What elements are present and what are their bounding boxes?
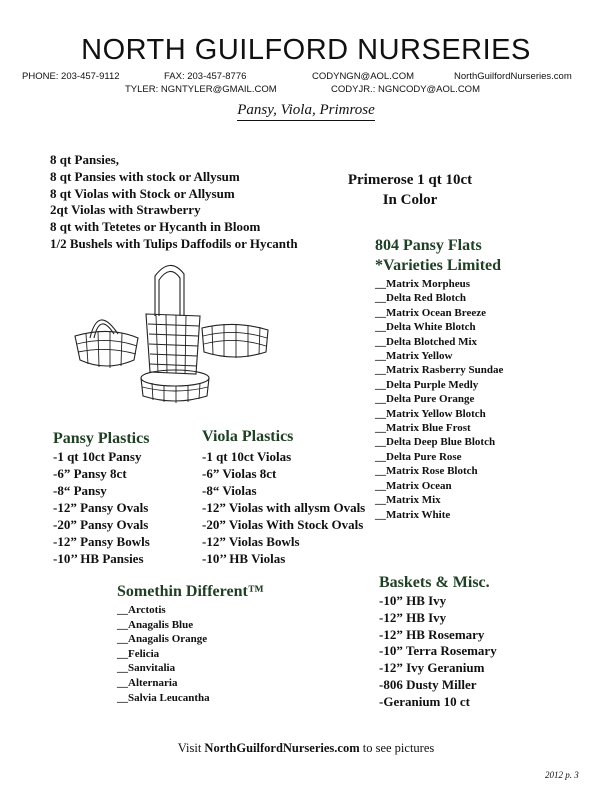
list-item: __Matrix Yellow Blotch (375, 407, 486, 420)
list-item: 1/2 Bushels with Tulips Daffodils or Hycanth (50, 235, 298, 251)
list-item: -12” Violas Bowls (202, 534, 300, 549)
list-item: __Delta Pure Orange (375, 393, 475, 406)
something-different-title: Somethin Different™ (117, 583, 264, 600)
page-subtitle (0, 102, 612, 121)
baskets-misc-title: Baskets & Misc. (379, 574, 490, 591)
list-item: -12” Pansy Ovals (53, 500, 149, 515)
page-number: 2012 p. 3 (545, 770, 579, 780)
company-name: NORTH GUILFORD NURSERIES (81, 34, 531, 66)
phone-number: PHONE: 203-457-9112 (22, 71, 120, 82)
codyjr-email: CODYJR.: NGNCODY@AOL.COM (331, 84, 480, 95)
list-item: -6” Violas 8ct (202, 466, 277, 481)
intro-list (50, 152, 298, 253)
list-item: -8“ Violas (202, 483, 257, 498)
subtitle-text: Pansy, Viola, Primrose (237, 102, 375, 121)
list-item: -1 qt 10ct Pansy (53, 449, 142, 464)
list-item: __Matrix Rasberry Sundae (375, 364, 504, 377)
footer-suffix: to see pictures (359, 741, 435, 755)
list-item: 8 qt Violas with Stock or Allysum (50, 185, 235, 201)
list-item: -12” HB Rosemary (379, 626, 485, 642)
list-item: __Matrix Mix (375, 494, 441, 507)
list-item: -12” Violas with allysm Ovals (202, 500, 366, 515)
list-item: -10” Terra Rosemary (379, 643, 497, 659)
list-item: __Matrix Rose Blotch (375, 465, 478, 478)
list-item: __Salvia Leucantha (117, 691, 210, 704)
website-link[interactable]: NorthGuilfordNurseries.com (454, 71, 572, 82)
list-item: -12” Pansy Bowls (53, 534, 150, 549)
list-item: __Delta Blotched Mix (375, 335, 478, 348)
footer-website-link[interactable]: NorthGuilfordNurseries.com (204, 741, 360, 755)
list-item: __Alternaria (117, 676, 178, 689)
pansy-flats-subtitle: *Varieties Limited (375, 257, 502, 274)
primrose-line: Primerose 1 qt 10ct (347, 172, 473, 188)
list-item: __Delta White Blotch (375, 321, 476, 334)
pansy-plastics-title: Pansy Plastics (53, 430, 150, 447)
primrose-color-line: In Color (382, 192, 438, 208)
list-item: __Anagalis Orange (117, 633, 208, 646)
list-item: -1 qt 10ct Violas (202, 449, 292, 464)
pansy-flats-list (375, 277, 503, 522)
list-item: __Arctotis (117, 604, 166, 616)
footer (0, 741, 612, 756)
list-item: -806 Dusty Miller (379, 676, 477, 692)
list-item: __Delta Purple Medly (375, 378, 479, 391)
viola-plastics-title: Viola Plastics (202, 428, 294, 445)
tyler-email: TYLER: NGNTYLER@GMAIL.COM (125, 84, 277, 95)
list-item: __Matrix Yellow (375, 350, 453, 363)
list-item: -10’’ HB Violas (202, 551, 286, 566)
list-item: __Felicia (117, 647, 160, 660)
list-item: 8 qt with Tetetes or Hycanth in Bloom (50, 219, 261, 235)
list-item: -20” Pansy Ovals (53, 517, 149, 532)
list-item: __Matrix Morpheus (375, 278, 471, 290)
list-item: __Matrix Ocean Breeze (375, 306, 486, 319)
list-item: __Anagalis Blue (117, 618, 194, 631)
list-item: -8“ Pansy (53, 483, 107, 498)
pansy-plastics-list (53, 448, 150, 567)
list-item: __Matrix White (375, 508, 451, 521)
list-item: 2qt Violas with Strawberry (50, 202, 201, 218)
footer-prefix: Visit (177, 741, 205, 755)
list-item: -10’’ HB Pansies (53, 551, 144, 566)
list-item: -12” HB Ivy (379, 609, 447, 625)
list-item: __Delta Deep Blue Blotch (375, 436, 496, 449)
list-item: -6” Pansy 8ct (53, 466, 127, 481)
list-item: __Sanvitalia (117, 662, 176, 675)
pansy-flats-title: 804 Pansy Flats (375, 237, 482, 254)
list-item: __Delta Pure Rose (375, 450, 462, 463)
list-item: __Delta Red Blotch (375, 292, 467, 305)
list-item: -Geranium 10 ct (379, 693, 470, 709)
main-email: CODYNGN@AOL.COM (312, 71, 415, 82)
viola-plastics-list (202, 448, 365, 567)
list-item: -20” Violas With Stock Ovals (202, 517, 364, 532)
list-item: __Matrix Blue Frost (375, 422, 471, 435)
something-different-list (117, 603, 210, 705)
primrose-block (340, 170, 480, 210)
list-item: 8 qt Pansies with stock or Allysum (50, 168, 240, 184)
list-item: 8 qt Pansies, (50, 152, 119, 167)
list-item: -10” HB Ivy (379, 593, 447, 608)
list-item: __Matrix Ocean (375, 479, 452, 492)
fax-number: FAX: 203-457-8776 (164, 71, 247, 82)
baskets-misc-list (379, 593, 497, 711)
list-item: -12” Ivy Geranium (379, 660, 485, 676)
baskets-illustration (70, 256, 280, 404)
